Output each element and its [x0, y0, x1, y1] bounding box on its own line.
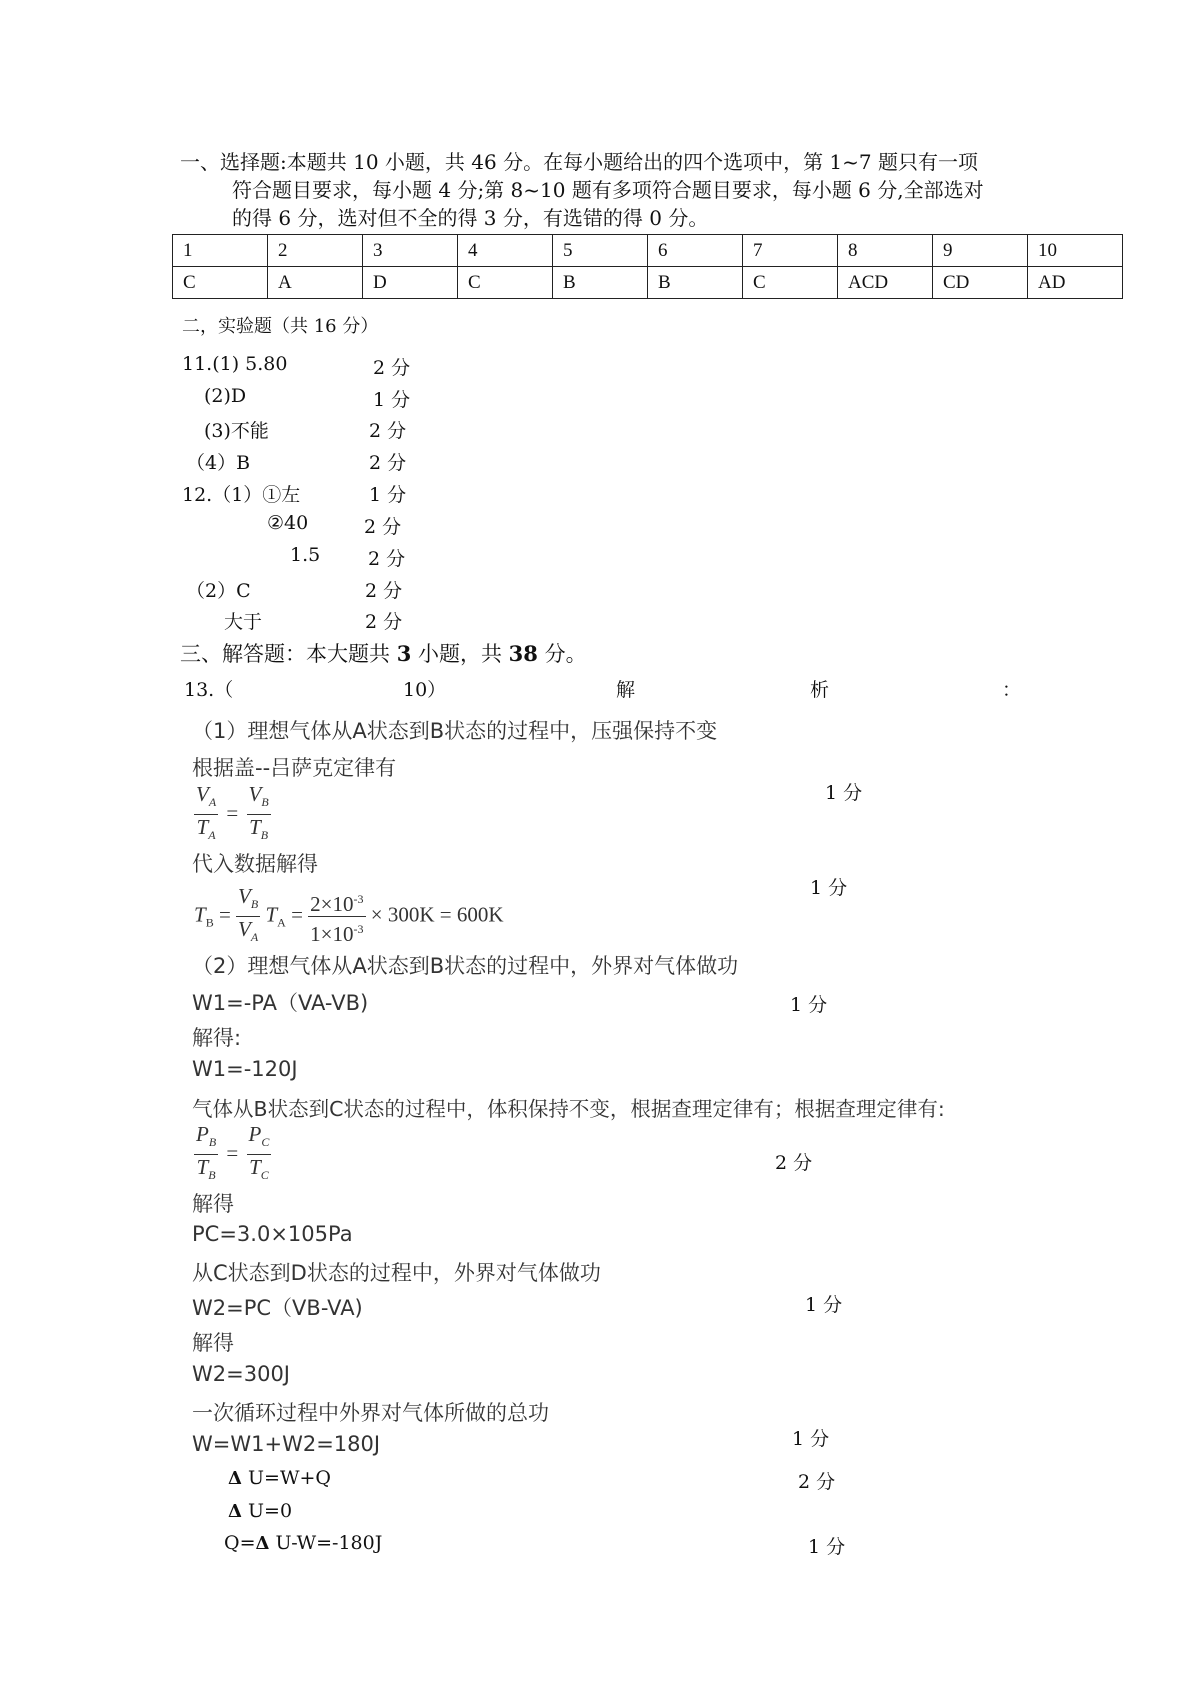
answer-table-answer-row [173, 267, 1123, 299]
section1-text [180, 148, 1030, 232]
equation-q [224, 1532, 382, 1554]
table-cell: D [363, 267, 458, 299]
table-cell: B [553, 267, 648, 299]
solution-line: （2）理想气体从A状态到B状态的过程中，外界对气体做功 [192, 954, 739, 978]
item-label: ②40 [267, 512, 309, 534]
table-cell: 6 [648, 235, 743, 267]
table-cell: A [268, 267, 363, 299]
solution-line: （1）理想气体从A状态到B状态的过程中，压强保持不变 [192, 719, 718, 743]
equation-delta-u-zero [228, 1500, 292, 1522]
answer-table [172, 234, 1123, 299]
solution-line: 解得 [192, 1331, 234, 1355]
delta-symbol: Δ [228, 1501, 242, 1522]
section3-heading [180, 638, 587, 668]
heading-part: 小题，共 [411, 642, 509, 666]
equation-tb: $T_B$ = $\frac{V_B}{V_A}$ $T_A$ = $\frac{2\times 10^{-3}}{1\times 10^{-3}}$ × 300K = 600K [194, 884, 504, 949]
solution-line: W2=PC（VB-VA) [192, 1296, 363, 1320]
equation-text: U=0 [248, 1500, 293, 1522]
solution-line: 代入数据解得 [192, 852, 318, 876]
delta-symbol: Δ [228, 1468, 242, 1489]
table-cell: 5 [553, 235, 648, 267]
item-score: 2 分 [368, 548, 406, 570]
score-text: 1 分 [792, 1428, 830, 1450]
solution-line: W=W1+W2=180J [192, 1432, 381, 1456]
item-score: 1 分 [373, 389, 411, 411]
exponent: -3 [353, 892, 364, 907]
solution-line: 一次循环过程中外界对气体所做的总功 [192, 1401, 549, 1425]
table-cell: B [648, 267, 743, 299]
solution-line: 根据盖--吕萨克定律有 [192, 756, 397, 780]
item-score: 2 分 [369, 452, 407, 474]
delta-symbol: Δ [255, 1533, 270, 1554]
table-cell: 3 [363, 235, 458, 267]
q13-number: 13.（ [184, 679, 234, 701]
table-cell: CD [933, 267, 1028, 299]
fraction: $\frac{P_B}{T_B}$ [196, 1122, 217, 1183]
heading-count: 3 [396, 641, 412, 666]
solution-line: W1=-120J [192, 1057, 298, 1081]
solution-line: W2=300J [192, 1362, 290, 1386]
solution-line: W1=-PA（VA-VB) [192, 991, 369, 1015]
score-text: 1 分 [808, 1536, 846, 1558]
numerator: 2×10 [310, 892, 354, 917]
fraction: $\frac{P_C}{T_C}$ [248, 1122, 270, 1183]
item-label: 1.5 [290, 544, 321, 566]
item-label: (3)不能 [204, 420, 269, 442]
item-score: 2 分 [365, 580, 403, 602]
item-score: 2 分 [365, 611, 403, 633]
section1-line3: 的得 6 分，选对但不全的得 3 分，有选错的得 0 分。 [232, 206, 709, 230]
item-label: （4）B [186, 452, 251, 474]
equation-text: Q= [224, 1532, 256, 1554]
equation-charles: $\frac{P_B}{T_B}$ = $\frac{P_C}{T_C}$ [194, 1122, 271, 1187]
table-cell: 4 [458, 235, 553, 267]
section2-heading: 二，实验题（共 16 分） [182, 316, 379, 337]
score-text: 1 分 [790, 994, 828, 1016]
item-score: 1 分 [369, 484, 407, 506]
q13-colon: ： [1002, 679, 1022, 701]
equation-gay-lussac: $\frac{V_A}{T_A}$ = $\frac{V_B}{T_B}$ [194, 782, 271, 847]
exponent: -3 [353, 922, 364, 937]
table-cell: C [458, 267, 553, 299]
heading-points: 38 [508, 641, 538, 666]
solution-line: 解得 [192, 1192, 234, 1216]
table-cell: 9 [933, 235, 1028, 267]
score-text: 2 分 [775, 1152, 813, 1174]
q13-xi: 析 [810, 679, 830, 701]
q13-jie: 解 [616, 679, 636, 701]
fraction: $\frac{V_B}{V_A}$ [238, 884, 259, 945]
item-score: 2 分 [364, 516, 402, 538]
solution-line: 从C状态到D状态的过程中，外界对气体做功 [192, 1261, 601, 1285]
table-cell: C [743, 267, 838, 299]
table-cell: 8 [838, 235, 933, 267]
score-text: 1 分 [805, 1294, 843, 1316]
item-label: 12.（1）①左 [182, 484, 301, 506]
equation-delta-u [228, 1467, 331, 1489]
table-cell: 1 [173, 235, 268, 267]
table-cell: 10 [1028, 235, 1123, 267]
score-text: 1 分 [810, 877, 848, 899]
equation-text: U-W=-180J [275, 1532, 383, 1554]
denominator: 1×10 [310, 922, 354, 947]
item-label: （2）C [186, 580, 251, 602]
q13-points: 10） [403, 679, 447, 701]
section1-line2: 符合题目要求，每小题 4 分;第 8~10 题有多项符合题目要求，每小题 6 分,全部选对 [232, 178, 984, 202]
item-label: (2)D [204, 385, 247, 407]
fraction: $\frac{V_A}{T_A}$ [196, 782, 217, 843]
score-text: 1 分 [825, 782, 863, 804]
table-cell: AD [1028, 267, 1123, 299]
solution-line: PC=3.0×105Pa [192, 1222, 353, 1246]
solution-line: 气体从B状态到C状态的过程中，体积保持不变，根据查理定律有；根据查理定律有: [192, 1097, 945, 1121]
item-label: 11.(1) 5.80 [182, 353, 288, 375]
item-label: 大于 [224, 611, 263, 633]
fraction: $\frac{V_B}{T_B}$ [248, 782, 269, 843]
item-score: 2 分 [369, 420, 407, 442]
heading-part: 三、解答题：本大题共 [180, 642, 397, 666]
heading-part: 分。 [537, 642, 587, 666]
solution-line: 解得: [192, 1026, 242, 1050]
equation-result: × 300K = 600K [370, 902, 504, 927]
section1-heading: 一、选择题:本题共 10 小题，共 46 分。在每小题给出的四个选项中，第 1~7 题只有一项 [180, 150, 978, 174]
answer-table-number-row [173, 235, 1123, 267]
table-cell: 7 [743, 235, 838, 267]
score-text: 2 分 [798, 1471, 836, 1493]
fraction [308, 887, 365, 946]
table-cell: 2 [268, 235, 363, 267]
item-score: 2 分 [373, 357, 411, 379]
table-cell: ACD [838, 267, 933, 299]
equation-text: U=W+Q [248, 1467, 331, 1489]
table-cell: C [173, 267, 268, 299]
